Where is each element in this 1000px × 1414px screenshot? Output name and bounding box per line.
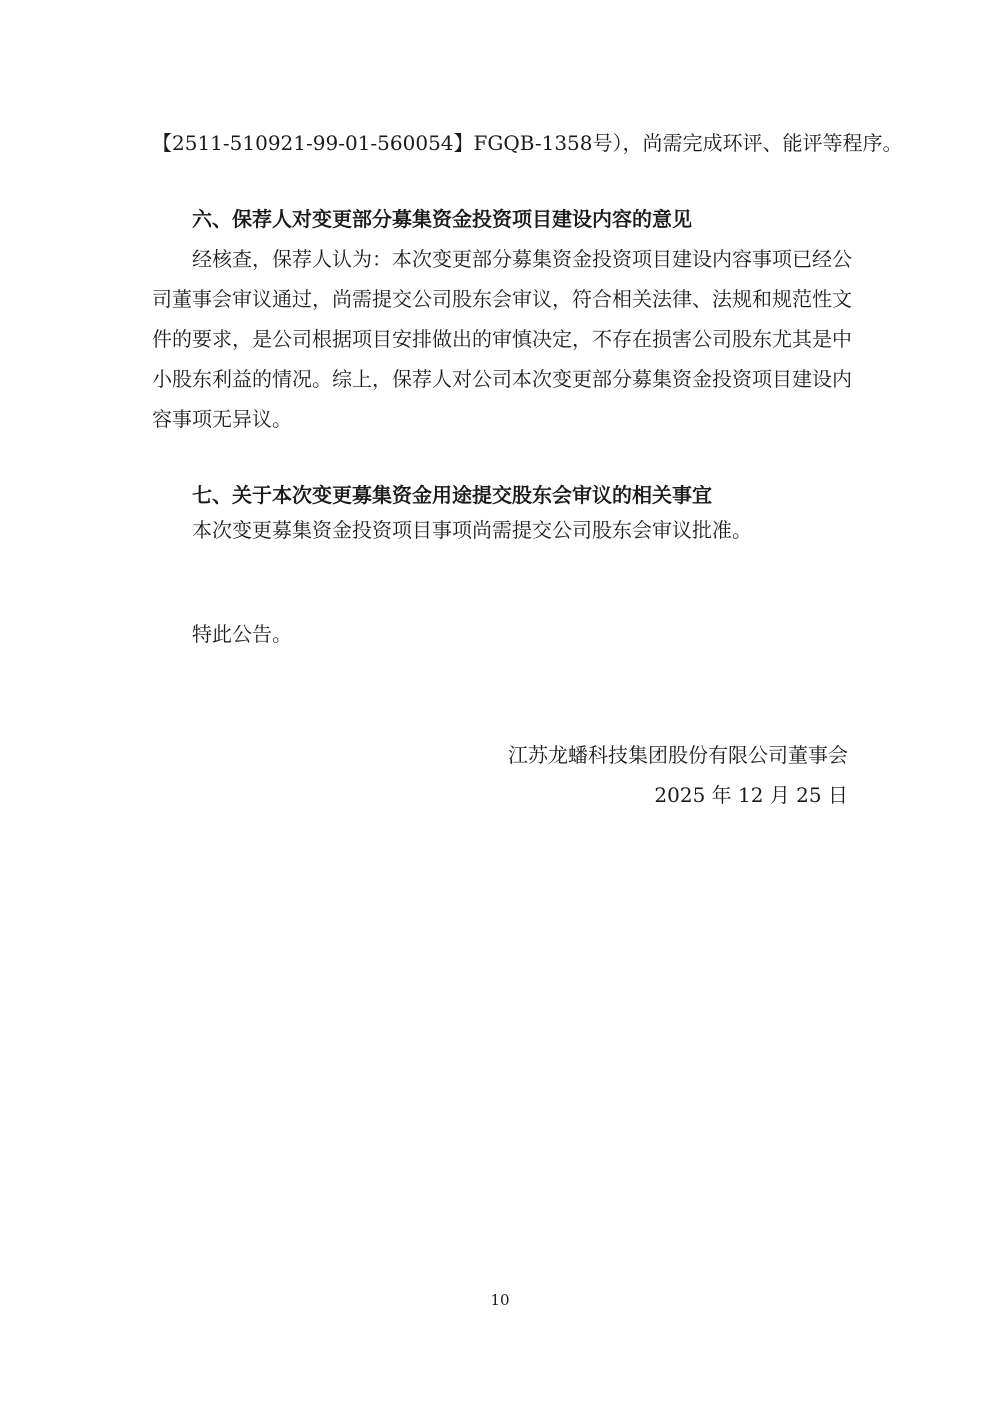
page-number: 10 xyxy=(490,1291,510,1309)
signature-date: 2025 年 12 月 25 日 xyxy=(654,783,848,807)
section-6-heading: 六、保荐人对变更部分募集资金投资项目建设内容的意见 xyxy=(192,207,692,231)
continuation-line: 【2511-510921-99-01-560054】FGQB-1358号），尚需完成环评、能评等程序。 xyxy=(152,131,903,155)
section-7-heading: 七、关于本次变更募集资金用途提交股东会审议的相关事宜 xyxy=(192,483,712,507)
signature-company: 江苏龙蟠科技集团股份有限公司董事会 xyxy=(508,743,848,767)
closing-statement: 特此公告。 xyxy=(192,622,292,646)
section-6-paragraph: 经核查，保荐人认为：本次变更部分募集资金投资项目建设内容事项已经公司董事会审议通过，尚需提交公司股东会审议，符合相关法律、法规和规范性文件的要求，是公司根据项目安排做出的审慎决定，不存在损害公司股东尤其是中小股东利益的情况。综上，保荐人对公司本次变更部分募集资金投资项目建设内容事项无异议。 xyxy=(152,247,852,431)
section-7-paragraph: 本次变更募集资金投资项目事项尚需提交公司股东会审议批准。 xyxy=(192,518,752,542)
